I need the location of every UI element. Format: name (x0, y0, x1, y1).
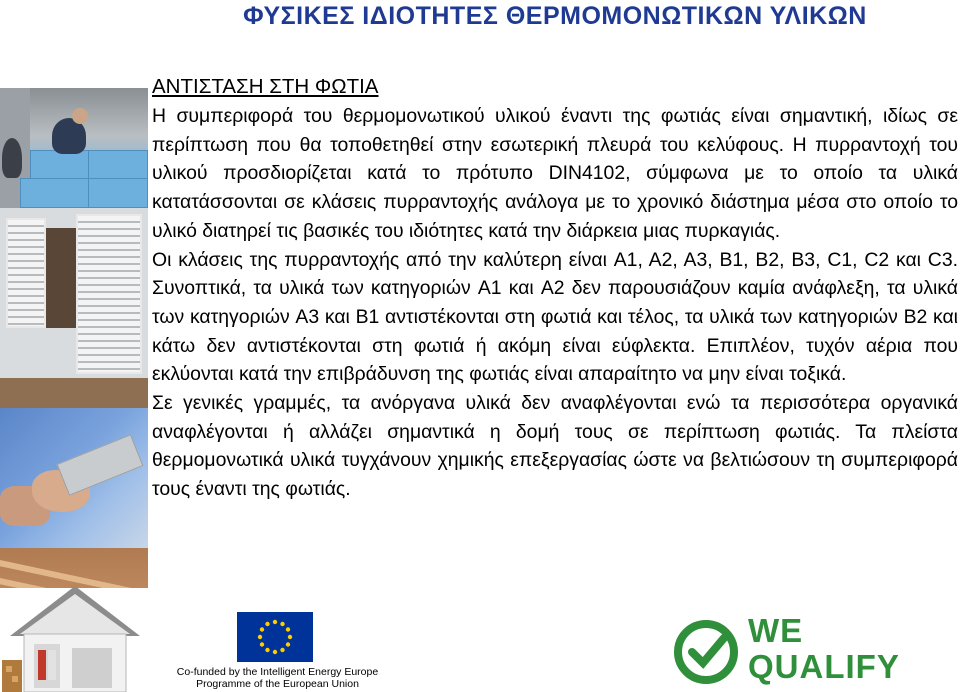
main-content (152, 72, 958, 504)
photo-plastering (0, 408, 148, 548)
paragraph: Σε γενικές γραμμές, τα ανόργανα υλικά δεν αναφλέγονται ενώ τα περισσότερα οργανικά αναφλέγονται ή αλλάζει σημαντικά η δομή τους σε περίπτωση φωτιάς. Τα πλείστα θερμομονωτικά υλικά τυγχάνουν χημικής επεξεργασίας ώστε να βελτιώσουν τη συμπεριφορά τους έναντι της φωτιάς. (152, 392, 958, 501)
eu-caption-line: Co-funded by the Intelligent Energy Europe (176, 666, 379, 678)
eu-flag-icon (237, 612, 313, 662)
page-title: ΦΥΣΙΚΕΣ ΙΔΙΟΤΗΤΕΣ ΘΕΡΜΟΜΟΝΩΤΙΚΩΝ ΥΛΙΚΩΝ (243, 2, 867, 30)
logo-text-qualify: QUALIFY (748, 648, 900, 685)
logo-text-we: WE (748, 612, 804, 649)
photo-strip (0, 88, 148, 588)
photo-insulation-workers (0, 88, 148, 208)
paragraph: Η συμπεριφορά του θερμομονωτικού υλικού έναντι της φωτιάς είναι σημαντική, ιδίως σε περίπτωση που θα τοποθετηθεί στην εσωτερική πλευρά του κελύφους. Η πυρραντοχή του υλικού προσδιορίζεται κατά το πρότυπο DIN4102, σύμφωνα με το οποίο τα υλικά κατατάσσονται σε κλάσεις πυρραντοχής ανάλογα με το χρονικό διάστημα μέσα στο οποίο το υλικό διατηρεί τις βασικές του ιδιότητες κατά την διάρκεια μιας πυρκαγιάς. (152, 105, 958, 242)
paragraph: Οι κλάσεις της πυρραντοχής από την καλύτερη είναι A1, A2, A3, B1, B2, B3, C1, C2 και C3. Συνοπτικά, τα υλικά των κατηγοριών A1 και A2 δεν παρουσιάζουν καμία ανάφλεξη, τα υλικά των κατηγοριών A3 και B1 αντιστέκονται στη φωτιά και τέλος, τα υλικά των κατηγοριών B2 και κάτω δεν αντιστέκονται στη φωτιά ή ακόμη είναι εύφλεκτα. Επιπλέον, τυχόν αέρια που εκλύονται κατά την επιβράδυνση της φωτιάς είναι απαραίτητο να μην είναι τοξικά. (152, 248, 958, 386)
section-heading: ΑΝΤΙΣΤΑΣΗ ΣΤΗ ΦΩΤΙΑ (152, 75, 379, 98)
photo-window-shutters (0, 208, 148, 408)
house-icon (0, 578, 150, 692)
eu-caption-line: Programme of the European Union (196, 678, 359, 690)
eu-caption (165, 666, 390, 690)
